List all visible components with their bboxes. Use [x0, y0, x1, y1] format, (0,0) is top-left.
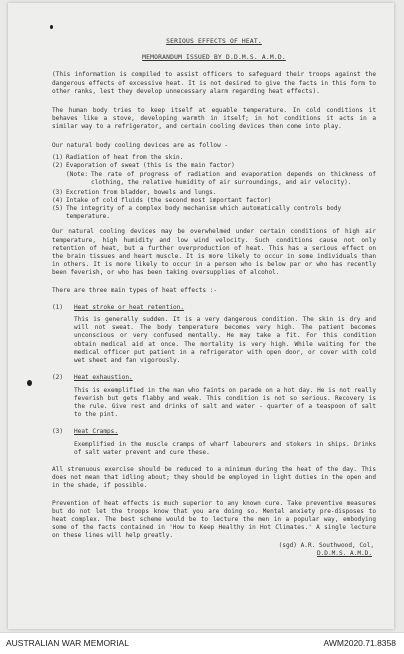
- ink-mark-left: [27, 380, 32, 386]
- cooling-devices-lead: Our natural body cooling devices are as follow -: [52, 141, 229, 149]
- heat-stroke-section: (1) Heat stroke or heat retention. This is generally sudden. It is a very dangerous condition. The skin is dry and will not sweat. The body temperature becomes very high. The patient becomes unconscious or very confused mentally. He may take a fit. For this condition obtain medical aid at once. The mortality is very high. While waiting for the medical officer put patient in a refrigerator with open door, or cover with cold wet sheet and fan vigorously.: [52, 303, 376, 365]
- prevention-paragraph: Prevention of heat effects is much superior to any known cure. Take preventive measures but do not let the troops know that you are doing so. Mental anxiety pre-disposes to heat complex. The best scheme would be to lecture the men in a popular way, embodying some of the facts contained in 'How to Keep Healthy in Hot Climates.' A single lecture on these lines will help greatly.: [52, 499, 376, 540]
- archive-footer: [0, 632, 404, 654]
- list-item: (3) Excretion from bladder, bowels and lungs.: [52, 188, 217, 196]
- intro-paragraph: (This information is compiled to assist officers to safeguard their troops against the dangerous effects of excessive heat. It is not desired to give the facts in this form to other ranks, lest they develop unnecessary alarm regarding heat effects).: [52, 71, 376, 95]
- body-temperature-paragraph: The human body tries to keep itself at equable temperature. In cold conditions it behaves like a stove, developing warmth in itself; in hot conditions it acts in a similar way to a refrigerator, and certain cooling devices then come into play.: [52, 107, 376, 131]
- memorandum-body: [52, 38, 376, 558]
- cooling-note: (Note: The rate of progress of radiation and evaporation depends on thickness of clothing, the relative humidity of air surroundings, and air velocity).: [66, 171, 376, 187]
- document-title: SERIOUS EFFECTS OF HEAT.: [166, 38, 262, 45]
- section-heading: Heat exhaustion.: [74, 374, 133, 382]
- signature-title: D.D.M.S. A.M.D.: [316, 549, 372, 557]
- accession-number: AWM2020.71.8358: [323, 638, 396, 648]
- overwhelm-paragraph: Our natural cooling devices may be overwhelmed under certain conditions of high air temperature, high humidity and low wind velocity. Such conditions cause not only retention of heat, but a further overproduction of heat. This has a serious effect on the brain tissues and heart muscle. It is more likely to occur in some individuals than in others. It is more likely to occur in a person who is below par or who has recently been feverish, or who has been taking oversupplies of alcohol.: [52, 228, 376, 277]
- list-item: (4) Intake of cold fluids (the second most important factor): [52, 196, 272, 204]
- source-credit: AUSTRALIAN WAR MEMORIAL: [6, 638, 129, 648]
- types-lead: There are three main types of heat effects :-: [52, 286, 218, 294]
- exercise-paragraph: All strenuous exercise should be reduced to a minimum during the heat of the day. This does not mean that idling about; they should be employed in light duties in the open and in the shade, if possible.: [52, 465, 376, 490]
- section-body: Exemplified in the muscle cramps of wharf labourers and stokers in ships. Drinks of salt water prevent and cure these.: [74, 440, 376, 456]
- section-body: This is generally sudden. It is a very dangerous condition. The skin is dry and will not sweat. The body temperature becomes very high. The patient becomes unconscious or very confused mentally. He may take a fit. For this condition obtain medical aid at once. The mortality is very high. While waiting for the medical officer put patient in a refrigerator with open door, or cover with cold wet sheet and fan vigorously.: [74, 316, 376, 365]
- memorandum-line: MEMORANDUM ISSUED BY D.D.M.S. A.M.D.: [142, 54, 286, 62]
- section-heading: Heat stroke or heat retention.: [74, 303, 185, 311]
- heat-exhaustion-section: (2) Heat exhaustion. This is exemplified in the man who faints on parade on a hot day. He is not really feverish but gets flabby and weak. This condition is not so serious. Recovery is the rule. Give rest and drinks of salt and water - quarter of a teaspoon of salt to the pint.: [52, 374, 376, 419]
- ink-mark-top: [50, 25, 53, 29]
- list-item: (1) Radiation of heat from the skin.: [52, 153, 184, 161]
- cooling-devices-list-continued: [52, 189, 376, 222]
- section-heading: Heat Cramps.: [74, 428, 119, 436]
- section-body: This is exemplified in the man who faints on parade on a hot day. He is not really feverish but gets flabby and weak. This condition is not so serious. Recovery is the rule. Give rest and drinks of salt and water - quarter of a teaspoon of salt to the pint.: [74, 386, 376, 419]
- cooling-devices-list: [52, 154, 376, 170]
- list-item: (2) Evaporation of sweat (this is the main factor): [52, 162, 235, 170]
- signature-line: (sgd) A.R. Southwood, Col,: [278, 541, 374, 549]
- list-item: (5) The integrity of a complex body mechanism which automatically controls body temperature.: [52, 205, 342, 221]
- heat-cramps-section: (3) Heat Cramps. Exemplified in the muscle cramps of wharf labourers and stokers in ships. Drinks of salt water prevent and cure these.: [52, 428, 376, 456]
